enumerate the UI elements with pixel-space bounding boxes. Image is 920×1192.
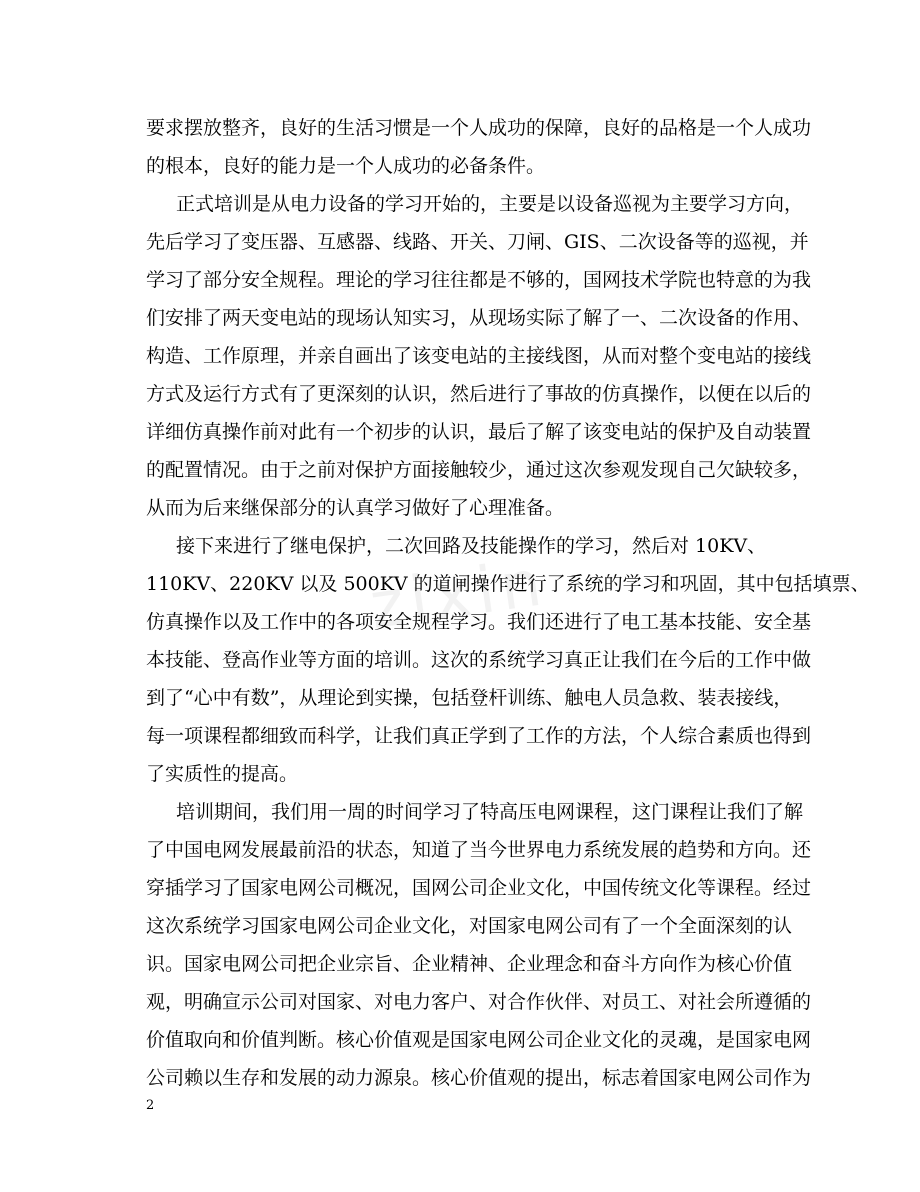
text-line: 培训期间，我们用一周的时间学习了特高压电网课程，这门课程让我们了解 xyxy=(176,801,804,823)
text-line: 了实质性的提高。 xyxy=(146,763,299,785)
text-line: 公司赖以生存和发展的动力源泉。核心价值观的提出，标志着国家电网公司作为 xyxy=(146,1067,812,1089)
text-line: 详细仿真操作前对此有一个初步的认识，最后了解了该变电站的保护及自动装置 xyxy=(146,421,812,443)
text-line: 识。国家电网公司把企业宗旨、企业精神、企业理念和奋斗方向作为核心价值 xyxy=(146,953,793,975)
text-line: 的根本，良好的能力是一个人成功的必备条件。 xyxy=(146,155,546,177)
page-number: 2 xyxy=(146,1098,155,1113)
text-line: 先后学习了变压器、互感器、线路、开关、刀闸、GIS、二次设备等的巡视，并 xyxy=(146,231,809,253)
text-line: 观，明确宣示公司对国家、对电力客户、对合作伙伴、对员工、对社会所遵循的 xyxy=(146,991,812,1013)
text-line: 接下来进行了继电保护，二次回路及技能操作的学习，然后对 10KV、 xyxy=(176,535,767,557)
text-line: 这次系统学习国家电网公司企业文化，对国家电网公司有了一个全面深刻的认 xyxy=(146,915,793,937)
text-line: 方式及运行方式有了更深刻的认识，然后进行了事故的仿真操作，以便在以后的 xyxy=(146,383,812,405)
text-line: 了中国电网发展最前沿的状态，知道了当今世界电力系统发展的趋势和方向。还 xyxy=(146,839,812,861)
text-line: 110KV、220KV 以及 500KV 的道闸操作进行了系统的学习和巩固，其中包括填票、 xyxy=(146,573,870,595)
text-line: 从而为后来继保部分的认真学习做好了心理准备。 xyxy=(146,497,565,519)
text-line: 价值取向和价值判断。核心价值观是国家电网公司企业文化的灵魂，是国家电网 xyxy=(146,1029,812,1051)
text-line: 仿真操作以及工作中的各项安全规程学习。我们还进行了电工基本技能、安全基 xyxy=(146,611,812,633)
text-line: 穿插学习了国家电网公司概况，国网公司企业文化，中国传统文化等课程。经过 xyxy=(146,877,812,899)
text-line: 构造、工作原理，并亲自画出了该变电站的主接线图，从而对整个变电站的接线 xyxy=(146,345,812,367)
text-line: 要求摆放整齐，良好的生活习惯是一个人成功的保障，良好的品格是一个人成功 xyxy=(146,117,812,139)
text-line: 正式培训是从电力设备的学习开始的，主要是以设备巡视为主要学习方向， xyxy=(176,193,804,215)
text-line: 学习了部分安全规程。理论的学习往往都是不够的，国网技术学院也特意的为我 xyxy=(146,269,812,291)
text-line: 本技能、登高作业等方面的培训。这次的系统学习真正让我们在今后的工作中做 xyxy=(146,649,812,671)
text-line: 每一项课程都细致而科学，让我们真正学到了工作的方法，个人综合素质也得到 xyxy=(146,725,812,747)
text-line: 的配置情况。由于之前对保护方面接触较少，通过这次参观发现自己欠缺较多， xyxy=(146,459,812,481)
text-line: 们安排了两天变电站的现场认知实习，从现场实际了解了一、二次设备的作用、 xyxy=(146,307,812,329)
watermark: zixin xyxy=(365,546,552,644)
text-line: 到了“心中有数”，从理论到实操，包括登杆训练、触电人员急救、装表接线， xyxy=(146,687,793,709)
